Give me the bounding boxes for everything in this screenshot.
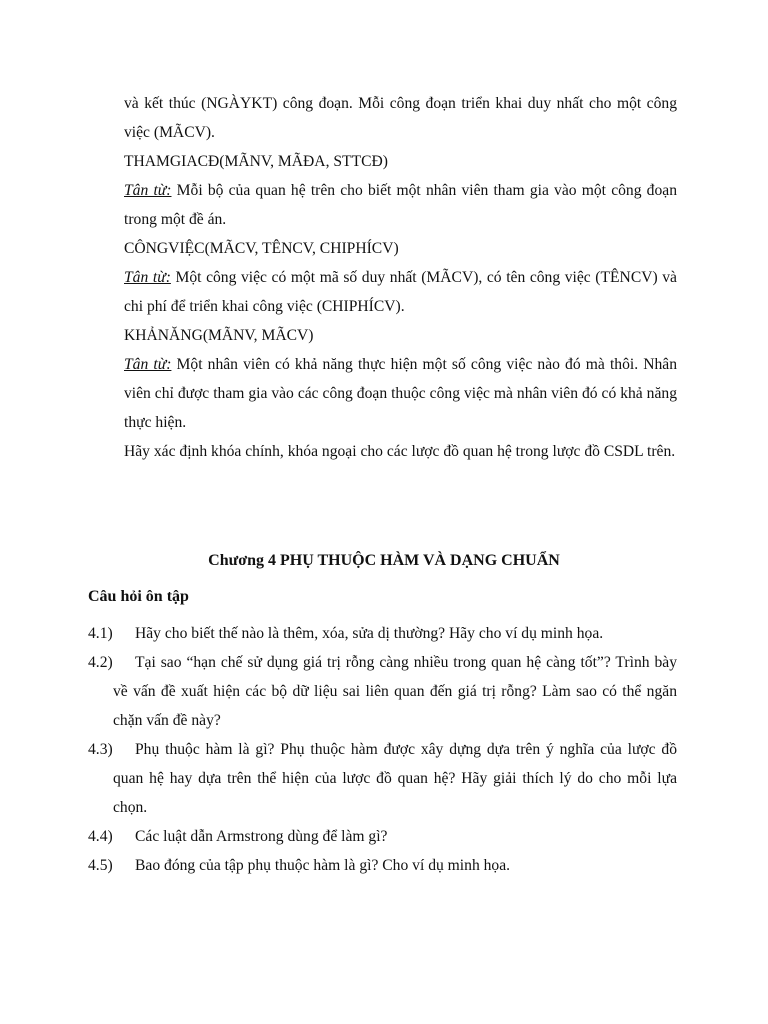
description-thamgiacd-text: Mỗi bộ của quan hệ trên cho biết một nhân viên tham gia vào một công đoạn trong một đề án. — [124, 182, 677, 228]
question-item — [88, 735, 677, 822]
label-tan-tu: Tân từ: — [124, 269, 171, 286]
description-khanang-text: Một nhân viên có khả năng thực hiện một số công việc nào đó mà thôi. Nhân viên chỉ được tham gia vào các công đoạn thuộc công việc mà nhân viên đó có khả năng thực hiện. — [124, 356, 677, 431]
question-item — [88, 822, 677, 851]
question-item — [88, 648, 677, 735]
description-congviec-text: Một công việc có một mã số duy nhất (MÃCV), có tên công việc (TÊNCV) và chi phí để triển khai công việc (CHIPHÍCV). — [124, 269, 677, 315]
label-tan-tu: Tân từ: — [124, 356, 172, 373]
section-title: Câu hỏi ôn tập — [88, 588, 189, 605]
question-text: Phụ thuộc hàm là gì? Phụ thuộc hàm được xây dựng dựa trên ý nghĩa của lược đồ quan hệ hay dựa trên thể hiện của lược đồ quan hệ? Hãy giải thích lý do cho mỗi lựa chọn. — [113, 741, 677, 816]
schema-congviec: CÔNGVIỆC(MÃCV, TÊNCV, CHIPHÍCV) — [124, 240, 399, 257]
question-text: Bao đóng của tập phụ thuộc hàm là gì? Cho ví dụ minh họa. — [135, 857, 511, 874]
paragraph-intro: và kết thúc (NGÀYKT) công đoạn. Mỗi công đoạn triển khai duy nhất cho một công việc (MÃCV). — [124, 95, 677, 141]
question-text: Các luật dẫn Armstrong dùng để làm gì? — [135, 828, 388, 845]
question-number: 4.2) — [88, 654, 113, 671]
question-text: Tại sao “hạn chế sử dụng giá trị rỗng càng nhiều trong quan hệ càng tốt”? Trình bày về vấn đề xuất hiện các bộ dữ liệu sai liên quan đến giá trị rỗng? Làm sao có thể ngăn chặn vấn đề này? — [113, 654, 677, 729]
question-item — [88, 619, 677, 648]
task-paragraph: Hãy xác định khóa chính, khóa ngoại cho các lược đồ quan hệ trong lược đồ CSDL trên. — [124, 443, 676, 460]
question-number: 4.4) — [88, 828, 113, 845]
description-khanang — [124, 350, 677, 437]
schema-khanang: KHẢNĂNG(MÃNV, MÃCV) — [124, 327, 314, 344]
description-thamgiacd — [124, 176, 677, 234]
chapter-title: Chương 4 PHỤ THUỘC HÀM VÀ DẠNG CHUẨN — [208, 552, 560, 569]
question-number: 4.5) — [88, 857, 113, 874]
question-item — [88, 851, 677, 880]
label-tan-tu: Tân từ: — [124, 182, 172, 199]
question-number: 4.3) — [88, 741, 113, 758]
question-text: Hãy cho biết thế nào là thêm, xóa, sửa dị thường? Hãy cho ví dụ minh họa. — [135, 625, 604, 642]
schema-thamgiacd: THAMGIACĐ(MÃNV, MÃĐA, STTCĐ) — [124, 153, 388, 170]
question-number: 4.1) — [88, 625, 113, 642]
description-congviec — [124, 263, 677, 321]
